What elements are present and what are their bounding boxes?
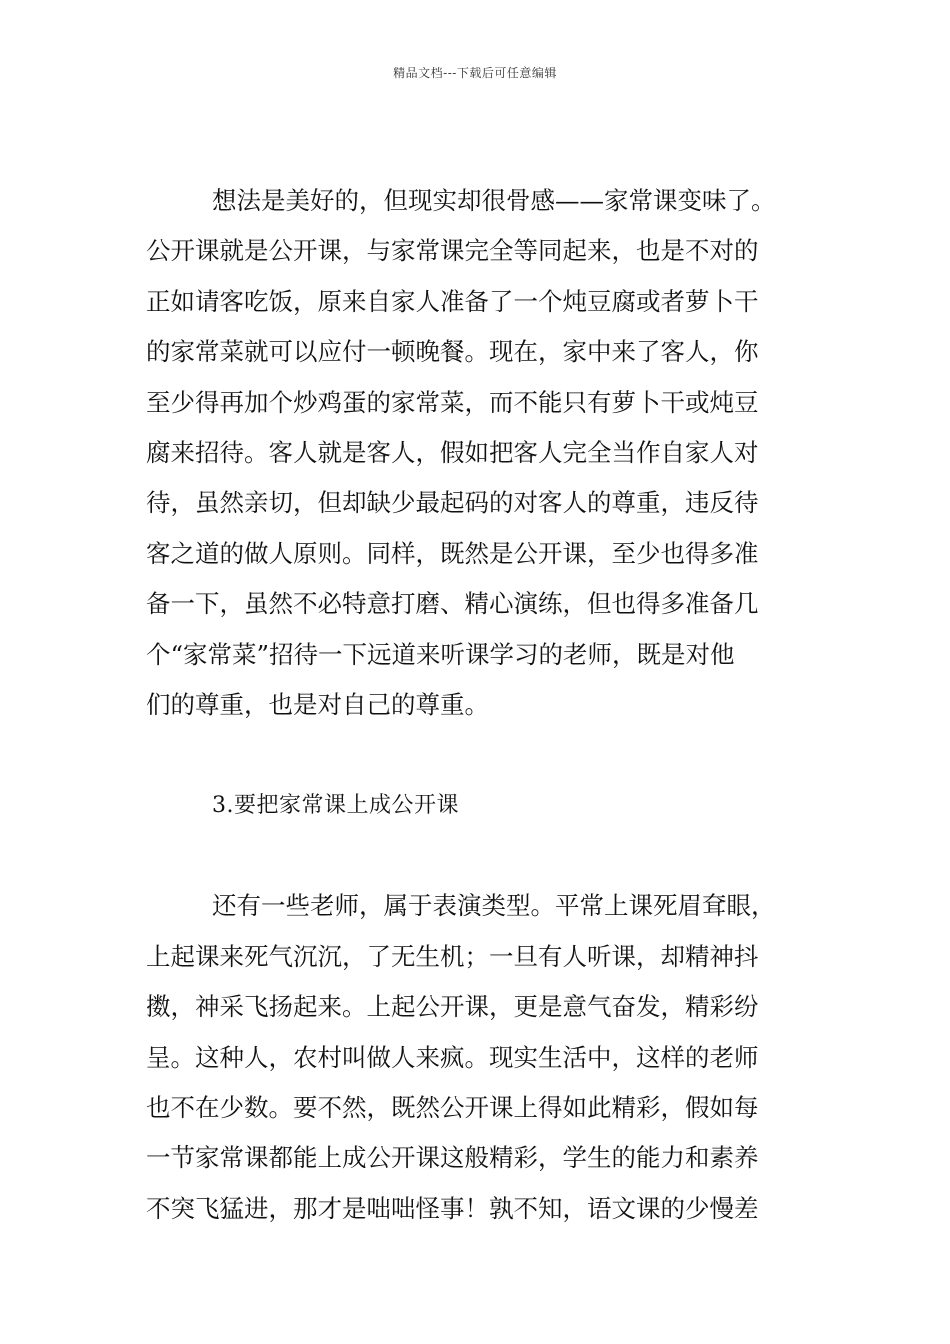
paragraph-line: 们的尊重，也是对自己的尊重。 — [146, 689, 489, 719]
paragraph-line: 备一下，虽然不必特意打磨、精心演练，但也得多准备几 — [146, 589, 759, 619]
paragraph-line: 至少得再加个炒鸡蛋的家常菜，而不能只有萝卜干或炖豆 — [146, 387, 759, 417]
paragraph-line: 还有一些老师，属于表演类型。平常上课死眉耷眼， — [212, 891, 776, 921]
paragraph-line: 公开课就是公开课，与家常课完全等同起来，也是不对的 — [146, 236, 759, 266]
page-header: 精品文档---下载后可任意编辑 — [393, 66, 557, 80]
paragraph-line: 想法是美好的，但现实却很骨感——家常课变味了。 — [212, 186, 776, 215]
section-heading: 3.要把家常课上成公开课 — [212, 792, 459, 818]
paragraph-1 — [146, 176, 806, 730]
paragraph-line: 个“家常菜”招待一下远道来听课学习的老师，既是对他 — [146, 639, 735, 669]
paragraph-line: 一节家常课都能上成公开课这般精彩，学生的能力和素养 — [146, 1143, 759, 1173]
paragraph-line: 呈。这种人，农村叫做人来疯。现实生活中，这样的老师 — [146, 1042, 759, 1072]
document-body — [146, 176, 806, 1234]
paragraph-line: 正如请客吃饭，原来自家人准备了一个炖豆腐或者萝卜干 — [146, 286, 759, 316]
paragraph-line: 不突飞猛进，那才是咄咄怪事！孰不知，语文课的少慢差 — [146, 1193, 759, 1223]
paragraph-line: 腐来招待。客人就是客人，假如把客人完全当作自家人对 — [146, 437, 759, 467]
spacer — [146, 730, 806, 780]
paragraph-line: 待，虽然亲切，但却缺少最起码的对客人的尊重，违反待 — [146, 488, 759, 518]
paragraph-line: 客之道的做人原则。同样，既然是公开课，至少也得多准 — [146, 538, 759, 568]
spacer — [146, 831, 806, 881]
paragraph-2 — [146, 881, 806, 1234]
paragraph-line: 擞，神采飞扬起来。上起公开课，更是意气奋发，精彩纷 — [146, 992, 759, 1022]
paragraph-line: 也不在少数。要不然，既然公开课上得如此精彩，假如每 — [146, 1093, 759, 1123]
paragraph-line: 的家常菜就可以应付一顿晚餐。现在，家中来了客人，你 — [146, 337, 759, 367]
paragraph-line: 上起课来死气沉沉，了无生机；一旦有人听课，却精神抖 — [146, 941, 759, 971]
